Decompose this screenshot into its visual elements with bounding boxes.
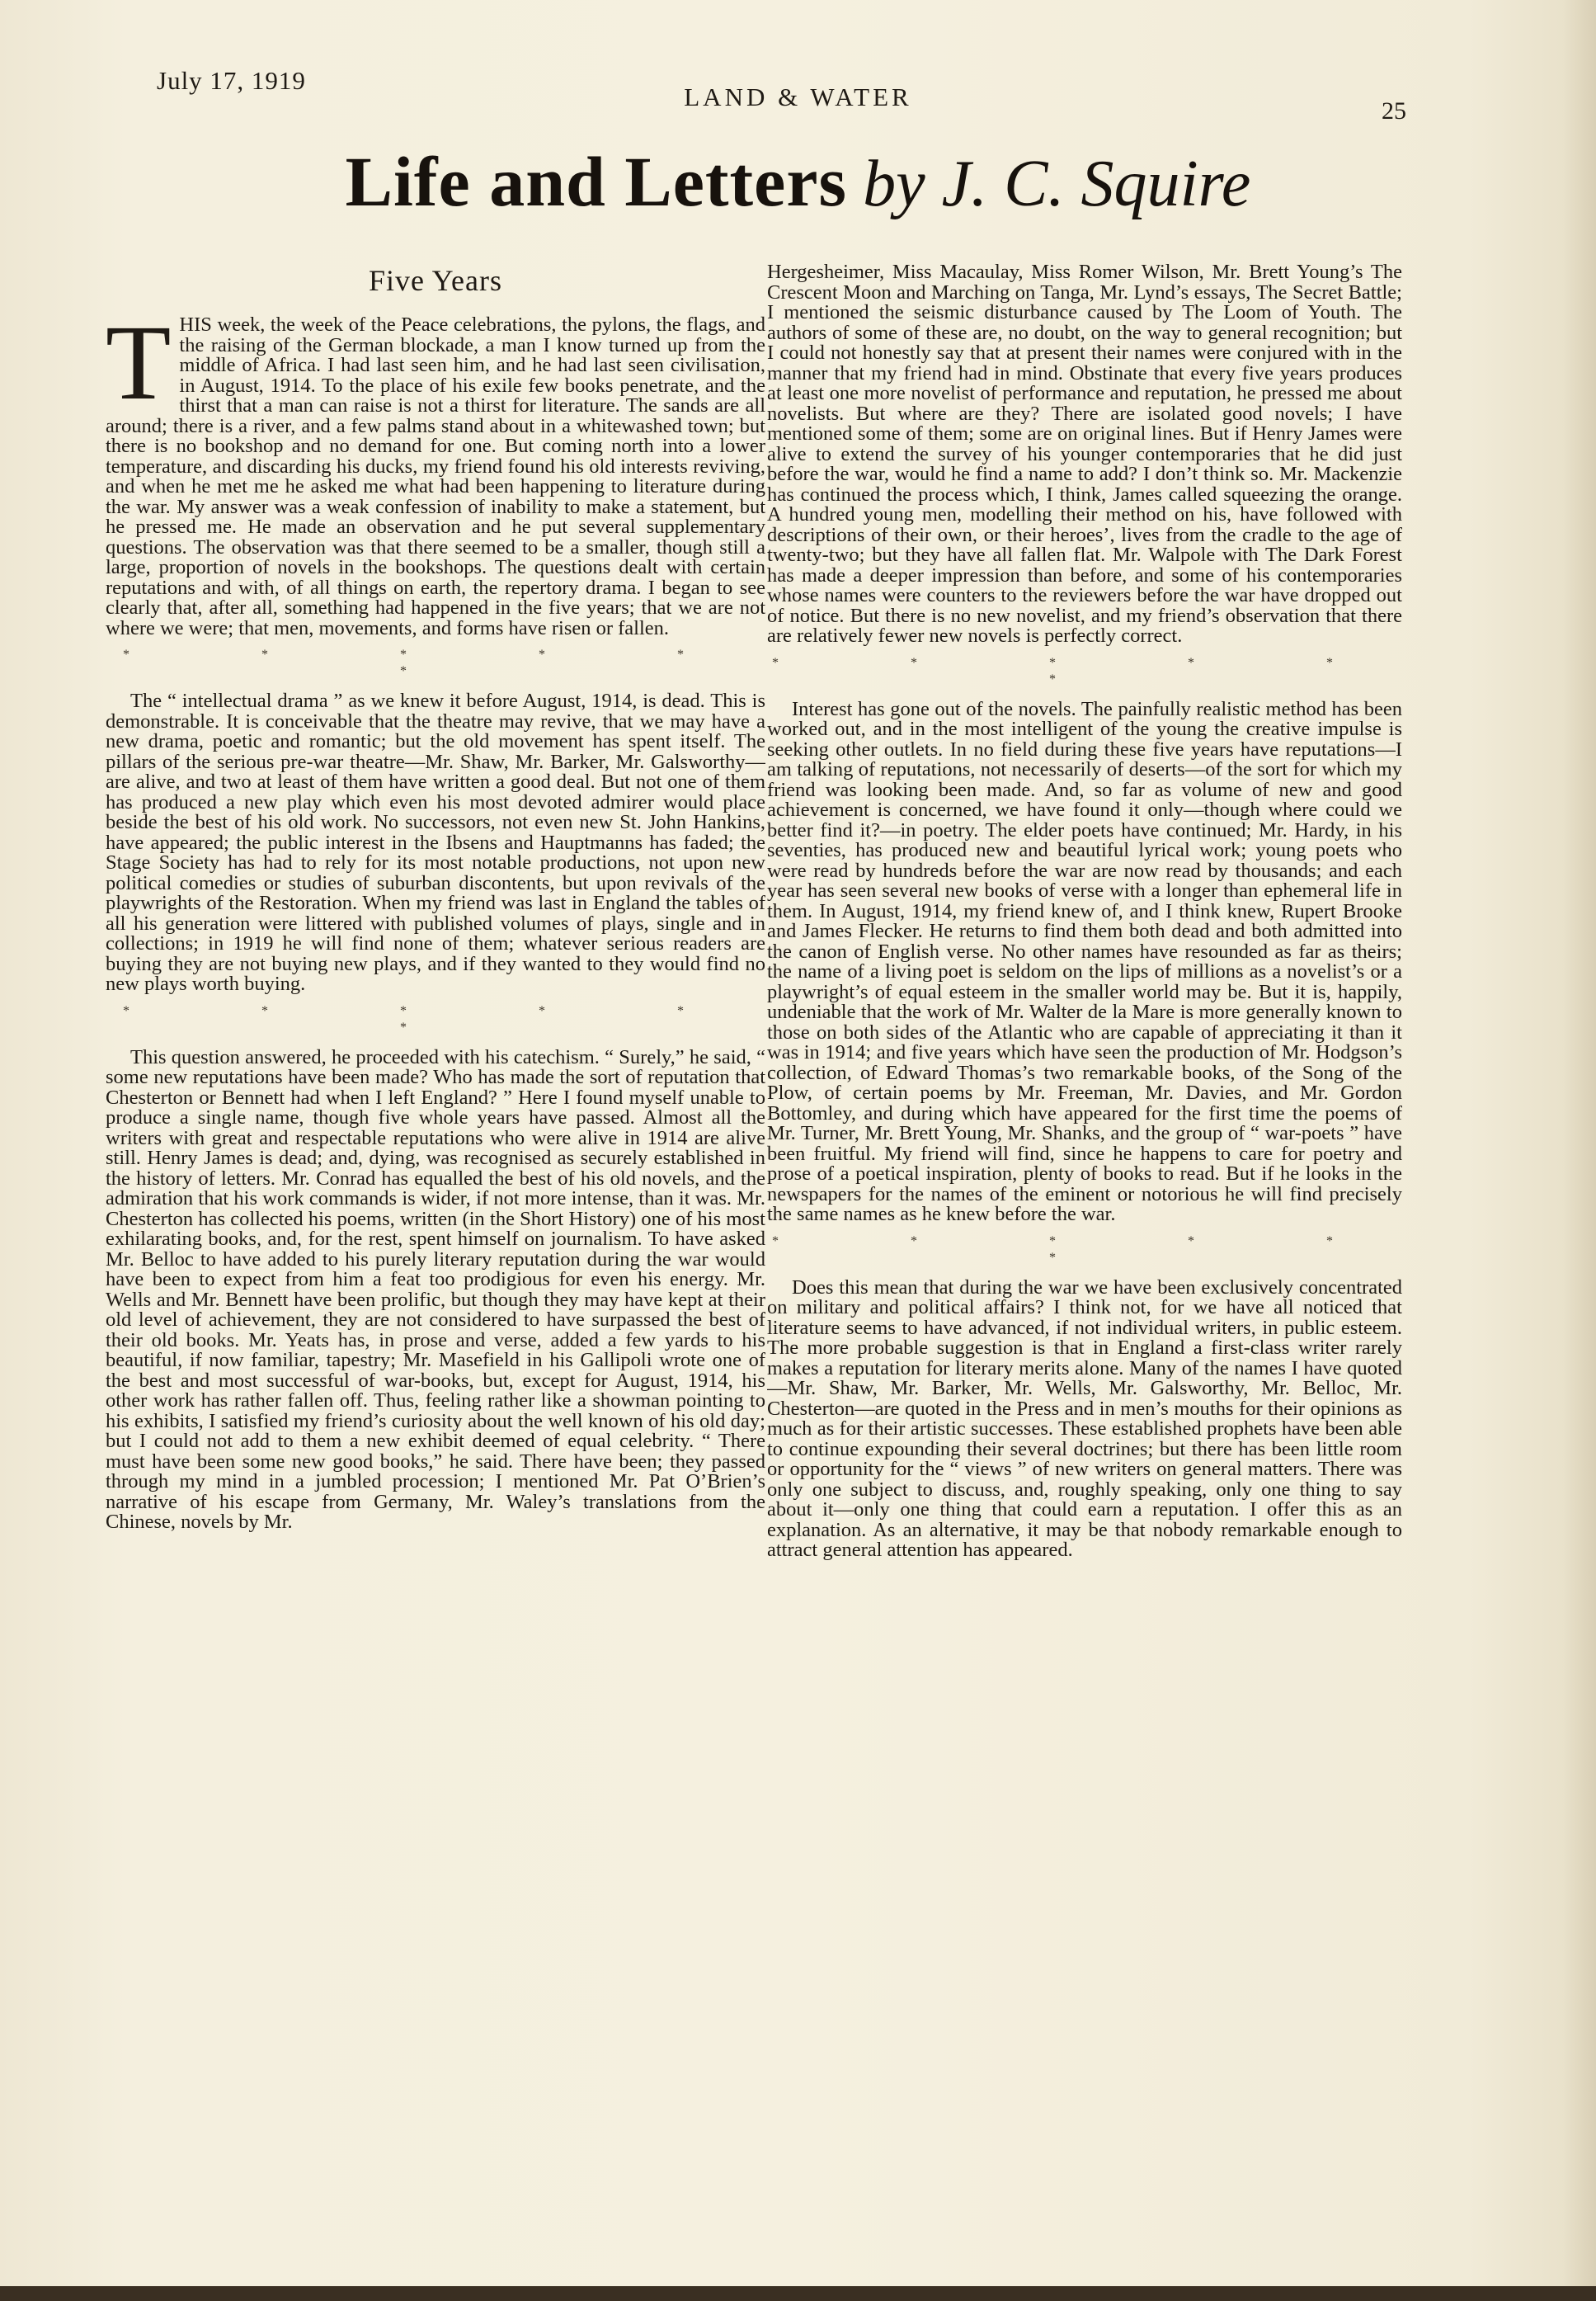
running-head — [0, 66, 1596, 125]
drop-cap: T — [106, 304, 172, 422]
section-break: * * * * * * — [772, 655, 1397, 686]
article-title: Five Years — [368, 264, 502, 297]
issue-date: July 17, 1919 — [157, 66, 306, 95]
publication-name: LAND & WATER — [684, 83, 912, 111]
section-break: * * * * * * — [123, 1003, 748, 1035]
paragraph-poetry: Interest has gone out of the novels. The painfully realistic method has been worked out, and in the most intelligent of the young the creative impulse is seeking other outlets. In no field during these five years have reputations—I am talking of reputations, not necessarily of deserts—of the sort for which my friend was looking been made. And, so far as volume of new and good achievement is concerned, we have found it only—though where could we better find it?—in poetry. The elder poets have continued; Mr. Hardy, in his seventies, has produced new and beautiful lyrical work; young poets who were read by hundreds before the war are now read by thousands; and each year has seen several new books of verse with a longer than ephemeral life in them. In August, 1914, my friend knew of, and I think knew, Rupert Brooke and James Flecker. He returns to find them both dead and both admitted into the canon of English verse. No other names have resounded as far as theirs; the name of a living poet is seldom on the lips of millions as a novelist’s or a playwright’s of equal esteem in the smaller world may be. But it is, happily, undeniable that the work of Mr. Walter de la Mare is more generally known to those on both sides of the Atlantic who are capable of appreciating it than it was in 1914; and five years which have seen the production of Mr. Hodgson’s collection, of Edward Thomas’s two remarkable books, of the Song of the Plow, of certain poems by Mr. Freeman, Mr. Davies, and Mr. Gordon Bottomley, and during which have appeared for the first time the poems of Mr. Turner, Mr. Brett Young, Mr. Shanks, and the group of “ war-poets ” have been fruitful. My friend will find, since he happens to care for poetry and prose of a poetical inspiration, plenty of books to read. But if he looks in the newspapers for the names of the eminent or notorious he will find precisely the same names as he knew before the war. — [767, 697, 1402, 1225]
scan-bottom-edge — [0, 2286, 1596, 2301]
lead-paragraph-text: HIS week, the week of the Peace celebrations, the pylons, the flags, and the raising of the German blockade, a man I know turned up from the middle of Africa. I had last seen him, and he had last seen civilisation, in August, 1914. To the place of his exile few books penetrate, and the thirst that a man can raise is not a thirst for literature. The sands are all around; there is a river, and a few palms stand about in a whitewashed town; but there is no bookshop and no demand for one. But coming north into a lower temperature, and discarding his ducks, my friend found his old interests reviving, and when he met me he asked me what had been happening to literature during the war. My answer was a weak confession of inability to make a statement, but he pressed me. He made an observation and he put several supplementary questions. The observation was that there seemed to be a smaller, though still a large, proportion of novels in the bookshops. The questions dealt with certain reputations and with, of all things on earth, the repertory drama. I began to see clearly that, after all, something had happened in the five years; that we are not where we were; that men, movements, and forms have risen or fallen. — [106, 314, 765, 639]
paragraph-reputations: This question answered, he proceeded with his catechism. “ Surely,” he said, “ some new reputations have been made? Who has made the sort of reputation that Chesterton or Bennett had when I left England? ” Here I found myself unable to produce a single name, though five whole years have passed. Almost all the writers with great and respectable reputations who were alive in 1914 are alive still. Henry James is dead; and, dying, was recognised as securely established in the history of letters. Mr. Conrad has equalled the best of his old novels, and the admiration that his work commands is wider, if not more intense, than it was. Mr. Chesterton has collected his poems, written (in the Short History) one of his most exhilarating books, and, for the rest, spent himself on journalism. To have asked Mr. Belloc to have added to his purely literary reputation during the war would have been to expect from him a feat too prodigious for even his energy. Mr. Wells and Mr. Bennett have been prolific, but though they may have kept at their old level of achievement, they are not considered to have surpassed the best of their old books. Mr. Yeats has, in prose and verse, added a few yards to his beautiful, if now familiar, tapestry; Mr. Masefield in his Gallipoli wrote one of the best and most successful of war-books, but, except for August, 1914, his other work has rather fallen off. Thus, feeling rather like a showman pointing to his exhibits, I satisfied my friend’s curiosity about the well known of his old day; but I could not add to them a new exhibit deemed of equal celebrity. “ There must have been some new good books,” he said. There have been; they passed through my mind in a jumbled procession; I mentioned Mr. Pat O’Brien’s narrative of his escape from Germany, Mr. Waley’s translations from the Chinese, novels by Mr. — [106, 1045, 765, 1533]
paragraph-conclusion: Does this mean that during the war we have been exclusively concentrated on military and political affairs? I think not, for we have all noticed that literature seems to have advanced, if not individual writers, in public esteem. The more probable suggestion is that in England a first-class writer rarely makes a reputation for literary merits alone. Many of the names I have quoted—Mr. Shaw, Mr. Barker, Mr. Wells, Mr. Galsworthy, Mr. Belloc, Mr. Chesterton—are quoted in the Press and in men’s mouths for their opinions as much as for their artistic successes. These established prophets have been able to continue expounding their several doctrines; but there has been little room or opportunity for the “ views ” of new writers on general matters. There was only one subject to discuss, and, roughly speaking, only one thing to say about it—only one thing that could earn a reputation. I offer this as an explanation. As an alternative, it may be that nobody remarkable enough to attract general attention has appeared. — [767, 1275, 1402, 1561]
column-byline: by J. C. Squire — [863, 148, 1251, 220]
paragraph-drama: The “ intellectual drama ” as we knew it before August, 1914, is dead. This is demonstrable. It is conceivable that the theatre may revive, that we may have a new drama, poetic and romantic; but the old movement has spent itself. The pillars of the serious pre-war theatre—Mr. Shaw, Mr. Barker, Mr. Galsworthy—are alive, and two at least of them have written a good deal. But not one of them has produced a new play which even his most devoted admirer would place beside the best of his old work. No successors, not even new St. John Hankins, have appeared; the public interest in the Ibsens and Hauptmanns has faded; the Stage Society has had to rely for its most notable productions, not upon new political comedies or studies of suburban discontents, but upon revivals of the playwrights of the Restoration. When my friend was last in England the tables of all his generation were littered with published volumes of plays, single and in collections; in 1919 he will find none of them; whatever serious readers are buying they are not buying new plays, and if they wanted to they would find no new plays worth buying. — [106, 690, 765, 995]
page-number: 25 — [1382, 97, 1406, 125]
paragraph-continued: Hergesheimer, Miss Macaulay, Miss Romer Wilson, Mr. Brett Young’s The Crescent Moon and Marching on Tanga, Mr. Lynd’s essays, The Secret Battle; I mentioned the seismic disturbance caused by The Loom of Youth. The authors of some of these are, no doubt, on the way to general recognition; but I could not honestly say that at present their names were conjured with in the manner that my friend had in mind. Obstinate that every five years produces at least one more novelist of performance and reputation, he pressed me about novelists. But where are they? There are isolated good novels; I have mentioned some of them; some are on original lines. But if Henry James were alive to extend the survey of his younger contemporaries that he did just before the war, would he find a name to add? I don’t think so. Mr. Mackenzie has continued the process which, I think, James called squeezing the orange. A hundred young men, modelling their method on his, have followed with descriptions of their own, or their heroes’, lives from the cradle to the age of twenty-two; but they have all fallen flat. Mr. Walpole with The Dark Forest has made a deeper impression than before, and some of his contemporaries whose names were counters to the reviewers before the war have dropped out of notice. But there is no new novelist, and my friend’s observation that there are relatively fewer new novels is perfectly correct. — [767, 262, 1402, 647]
page-edge-shadow — [1563, 0, 1596, 2301]
section-break: * * * * * * — [772, 1233, 1397, 1265]
column-title: Life and Letters — [345, 142, 847, 221]
article-column-right — [767, 262, 1402, 2119]
section-break: * * * * * * — [123, 648, 748, 678]
article-column-left — [106, 262, 765, 2119]
lead-paragraph — [106, 304, 765, 639]
column-masthead — [0, 140, 1596, 239]
